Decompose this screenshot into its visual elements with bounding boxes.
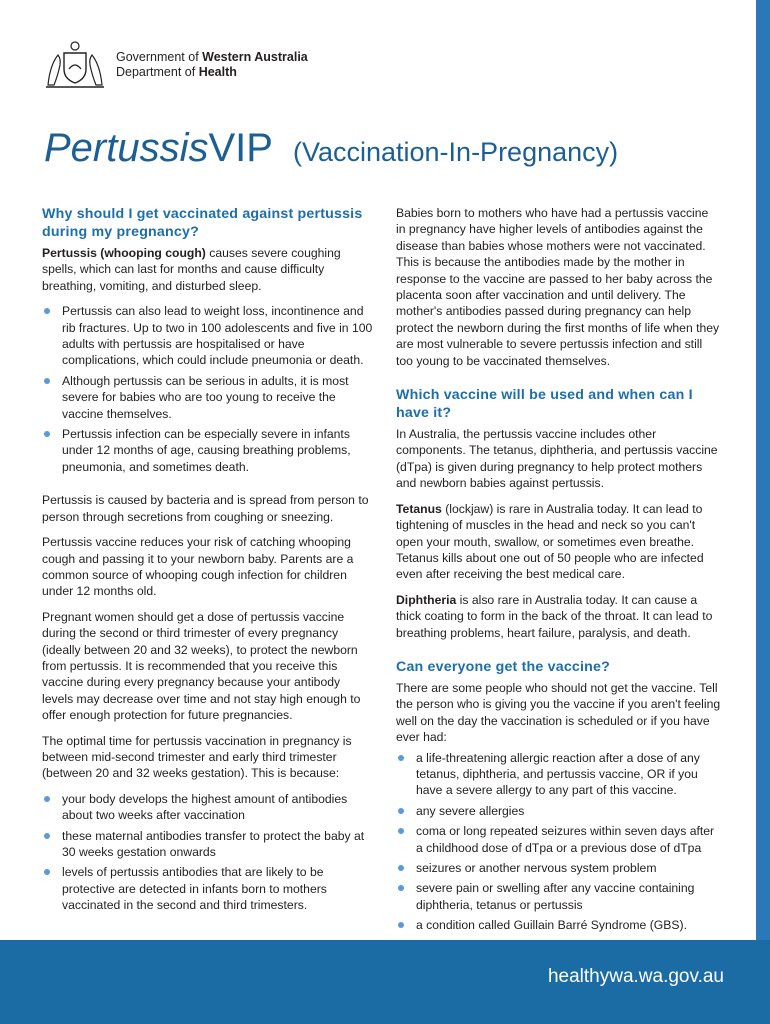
paragraph-contraindications: There are some people who should not get the vaccine. Tell the person who is giving you the vaccine if you aren't feeling well on the day the vaccination is scheduled or if you have ever had: bbox=[396, 680, 721, 745]
title-subtitle: (Vaccination-In-Pregnancy) bbox=[292, 137, 619, 167]
list-item: Pertussis infection can be especially severe in infants under 12 months of age, causing breathing problems, pneumonia, and sometimes death. bbox=[42, 426, 374, 475]
bullet-icon bbox=[398, 922, 404, 928]
government-name: Government of Western Australia bbox=[116, 50, 308, 64]
paragraph-dtpa: In Australia, the pertussis vaccine includes other components. The tetanus, diphtheria, and pertussis vaccine (dTpa) is given during pregnancy to help protect mothers and newborn babies against pertussis. bbox=[396, 427, 718, 491]
bullet-icon bbox=[44, 796, 50, 802]
list-item: these maternal antibodies transfer to protect the baby at 30 weeks gestation onwards bbox=[42, 828, 374, 861]
intro-paragraph: Pertussis (whooping cough) causes severe coughing spells, which can last for months and cause difficulty breathing, vomiting, and disturbed sleep. bbox=[42, 246, 341, 293]
paragraph-antibodies: Babies born to mothers who have had a pertussis vaccine in pregnancy have higher levels of antibodies against the disease than babies whose mothers were not vaccinated. This is because the antibodies made by the mother in response to the vaccine are passed to her baby across the placenta soon after vaccination and until delivery. The mother's antibodies passed during pregnancy can help protect the newborn during the first months of life when they are most vulnerable to severe pertussis infection and still too young to be vaccinated themselves. bbox=[396, 206, 720, 368]
heading-which-vaccine: Which vaccine will be used and when can I have it? bbox=[396, 387, 693, 422]
heading-why-vaccinate: Why should I get vaccinated against pertussis during my pregnancy? bbox=[42, 206, 363, 240]
bullet-icon bbox=[398, 755, 404, 761]
footer-band bbox=[0, 940, 770, 1024]
reasons-list bbox=[42, 791, 374, 914]
page-title bbox=[44, 126, 618, 171]
side-accent-bar bbox=[756, 0, 770, 956]
bullet-icon bbox=[398, 808, 404, 814]
heading-can-everyone: Can everyone get the vaccine? bbox=[396, 658, 610, 675]
wa-coat-of-arms-logo bbox=[44, 39, 106, 91]
list-item: Although pertussis can be serious in adults, it is most severe for babies who are too young to receive the vaccine themselves. bbox=[42, 373, 374, 422]
paragraph-diphtheria: Diphtheria is also rare in Australia today. It can cause a thick coating to form in the back of the throat. It can lead to breathing problems, heart failure, paralysis, and death. bbox=[396, 592, 713, 640]
left-column bbox=[42, 205, 374, 923]
list-item: a condition called Guillain Barré Syndrome (GBS). bbox=[396, 917, 721, 933]
bullet-icon bbox=[44, 833, 50, 839]
bullet-icon bbox=[398, 828, 404, 834]
bullet-icon bbox=[44, 869, 50, 875]
bullet-icon bbox=[398, 885, 404, 891]
footer-url-link[interactable]: healthywa.wa.gov.au bbox=[547, 966, 724, 987]
right-column bbox=[396, 205, 721, 943]
paragraph-vaccine-risk: Pertussis vaccine reduces your risk of catching whooping cough and passing it to your newborn baby. Parents are a common source of whooping cough infection for children under 12 months old. bbox=[42, 535, 354, 599]
paragraph-optimal-time: The optimal time for pertussis vaccination in pregnancy is between mid-second trimester and early third trimester (between 20 and 32 weeks gestation). This is because: bbox=[42, 733, 352, 781]
paragraph-cause: Pertussis is caused by bacteria and is spread from person to person through secretions from coughing or sneezing. bbox=[42, 493, 369, 524]
list-item: severe pain or swelling after any vaccine containing diphtheria, tetanus or pertussis bbox=[396, 880, 721, 913]
department-name: Department of Health bbox=[116, 65, 237, 79]
title-vip: VIP bbox=[208, 126, 273, 170]
risk-list bbox=[42, 303, 374, 475]
list-item: your body develops the highest amount of antibodies about two weeks after vaccination bbox=[42, 791, 374, 824]
bullet-icon bbox=[44, 431, 50, 437]
list-item: a life-threatening allergic reaction after a dose of any tetanus, diphtheria, and pertussis vaccine, OR if you have a severe allergy to any part of this vaccine. bbox=[396, 750, 721, 799]
list-item: any severe allergies bbox=[396, 803, 721, 819]
list-item: coma or long repeated seizures within seven days after a childhood dose of dTpa or a previous dose of dTpa bbox=[396, 823, 721, 856]
contraindication-list bbox=[396, 750, 721, 934]
header bbox=[44, 38, 308, 92]
paragraph-tetanus: Tetanus (lockjaw) is rare in Australia today. It can lead to tightening of muscles in the head and neck so you can't open your mouth, swallow, or sometimes even breathe. Tetanus kills about one out of 50 people who are infected even after receiving the best medical care. bbox=[396, 501, 704, 582]
list-item: levels of pertussis antibodies that are likely to be protective are detected in infants born to mothers vaccinated in the second and third trimesters. bbox=[42, 864, 374, 913]
title-pertussis: Pertussis bbox=[44, 126, 209, 170]
list-item: Pertussis can also lead to weight loss, incontinence and rib fractures. Up to two in 100 adolescents and five in 100 adults with pertussis are hospitalised or have complications, which could include pneumonia or death. bbox=[42, 303, 374, 369]
bullet-icon bbox=[44, 378, 50, 384]
paragraph-pregnancy-dose: Pregnant women should get a dose of pertussis vaccine during the second or third trimester of every pregnancy (ideally between 20 and 32 weeks), to protect the newborn from pertussis. It is recommended that you receive this vaccine during every pregnancy because your antibody levels may decrease over time and not stay high enough to offer enough protection for future pregnancies. bbox=[42, 609, 361, 723]
list-item: seizures or another nervous system problem bbox=[396, 860, 721, 876]
bullet-icon bbox=[398, 865, 404, 871]
bullet-icon bbox=[44, 308, 50, 314]
